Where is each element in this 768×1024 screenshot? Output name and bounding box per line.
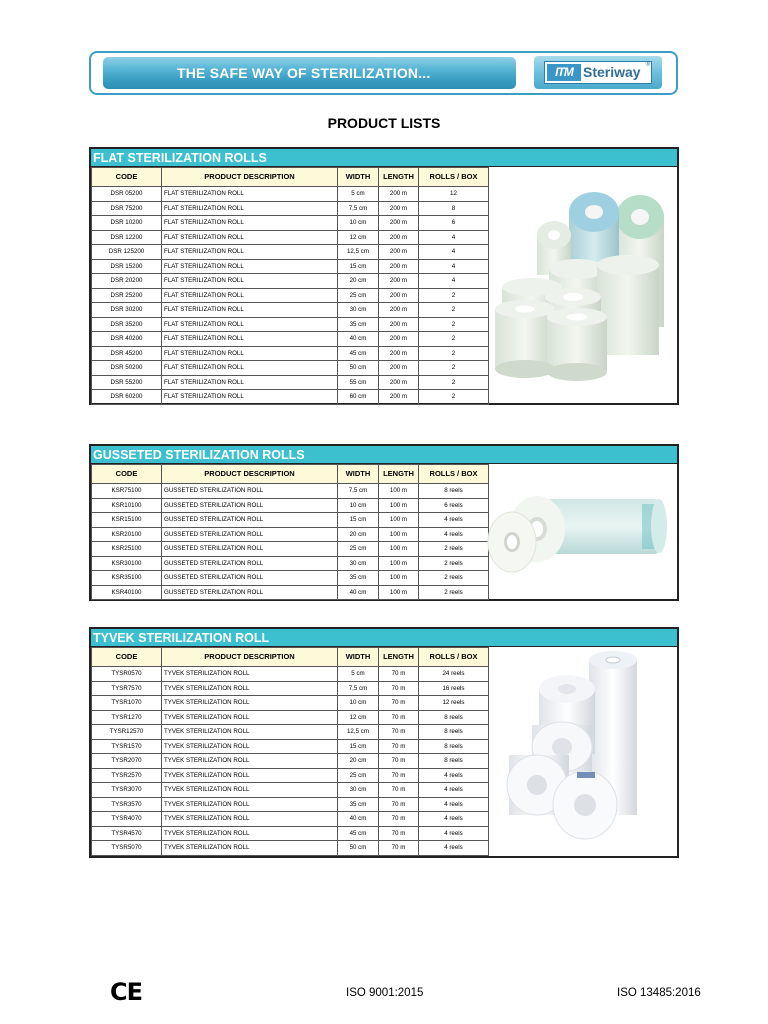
rolls-per-box-cell: 4: [419, 259, 489, 274]
width-cell: 40 cm: [338, 332, 379, 347]
width-cell: 12,5 cm: [338, 245, 379, 260]
column-header: WIDTH: [338, 465, 379, 484]
description-cell: TYVEK STERILIZATION ROLL: [162, 725, 338, 740]
length-cell: 200 m: [379, 201, 419, 216]
code-cell: TYSR1070: [92, 696, 162, 711]
company-logo: [534, 56, 662, 89]
table-row: [92, 797, 489, 812]
description-cell: TYVEK STERILIZATION ROLL: [162, 768, 338, 783]
code-cell: KSR15100: [92, 513, 162, 528]
width-cell: 30 cm: [338, 303, 379, 318]
code-cell: DSR 35200: [92, 317, 162, 332]
width-cell: 30 cm: [338, 783, 379, 798]
rolls-per-box-cell: 6: [419, 216, 489, 231]
description-cell: GUSSETED STERILIZATION ROLL: [162, 513, 338, 528]
table-row: [92, 826, 489, 841]
rolls-per-box-cell: 2: [419, 375, 489, 390]
width-cell: 15 cm: [338, 739, 379, 754]
code-cell: TYSR0570: [92, 667, 162, 682]
width-cell: 7,5 cm: [338, 681, 379, 696]
table-row: [92, 710, 489, 725]
table-row: [92, 754, 489, 769]
width-cell: 15 cm: [338, 259, 379, 274]
length-cell: 70 m: [379, 841, 419, 856]
logo-mark: ITM: [547, 64, 581, 81]
rolls-per-box-cell: 2 reels: [419, 556, 489, 571]
code-cell: TYSR4570: [92, 826, 162, 841]
rolls-per-box-cell: 4 reels: [419, 768, 489, 783]
description-cell: FLAT STERILIZATION ROLL: [162, 259, 338, 274]
length-cell: 100 m: [379, 527, 419, 542]
description-cell: GUSSETED STERILIZATION ROLL: [162, 556, 338, 571]
description-cell: FLAT STERILIZATION ROLL: [162, 274, 338, 289]
tyvek-rolls-photo: [487, 647, 677, 856]
width-cell: 45 cm: [338, 346, 379, 361]
iso-9001-label: ISO 9001:2015: [346, 987, 424, 999]
description-cell: FLAT STERILIZATION ROLL: [162, 216, 338, 231]
table-row: [92, 245, 489, 260]
code-cell: DSR 50200: [92, 361, 162, 376]
header-banner: [89, 51, 678, 95]
table-row: [92, 739, 489, 754]
description-cell: TYVEK STERILIZATION ROLL: [162, 841, 338, 856]
code-cell: DSR 45200: [92, 346, 162, 361]
width-cell: 25 cm: [338, 768, 379, 783]
table-header-row: [92, 465, 489, 484]
code-cell: TYSR12570: [92, 725, 162, 740]
code-cell: DSR 20200: [92, 274, 162, 289]
table-row: [92, 725, 489, 740]
code-cell: TYSR2570: [92, 768, 162, 783]
description-cell: FLAT STERILIZATION ROLL: [162, 317, 338, 332]
description-cell: FLAT STERILIZATION ROLL: [162, 361, 338, 376]
table-row: [92, 361, 489, 376]
code-cell: KSR10100: [92, 498, 162, 513]
rolls-per-box-cell: 2 reels: [419, 542, 489, 557]
section-title: FLAT STERILIZATION ROLLS: [91, 149, 677, 167]
description-cell: TYVEK STERILIZATION ROLL: [162, 797, 338, 812]
description-cell: FLAT STERILIZATION ROLL: [162, 332, 338, 347]
rolls-per-box-cell: 4 reels: [419, 527, 489, 542]
code-cell: KSR25100: [92, 542, 162, 557]
column-header: PRODUCT DESCRIPTION: [162, 168, 338, 187]
rolls-per-box-cell: 24 reels: [419, 667, 489, 682]
rolls-per-box-cell: 4 reels: [419, 797, 489, 812]
length-cell: 70 m: [379, 754, 419, 769]
length-cell: 100 m: [379, 484, 419, 499]
code-cell: DSR 125200: [92, 245, 162, 260]
length-cell: 100 m: [379, 556, 419, 571]
gusseted-rolls-section: [89, 444, 679, 601]
table-row: [92, 346, 489, 361]
length-cell: 70 m: [379, 696, 419, 711]
code-cell: DSR 40200: [92, 332, 162, 347]
rolls-per-box-cell: 4: [419, 274, 489, 289]
width-cell: 35 cm: [338, 571, 379, 586]
description-cell: FLAT STERILIZATION ROLL: [162, 303, 338, 318]
width-cell: 7,5 cm: [338, 201, 379, 216]
length-cell: 200 m: [379, 187, 419, 202]
width-cell: 25 cm: [338, 288, 379, 303]
length-cell: 70 m: [379, 667, 419, 682]
rolls-per-box-cell: 4: [419, 230, 489, 245]
length-cell: 70 m: [379, 826, 419, 841]
rolls-per-box-cell: 8 reels: [419, 484, 489, 499]
rolls-per-box-cell: 2: [419, 346, 489, 361]
code-cell: KSR20100: [92, 527, 162, 542]
table-row: [92, 783, 489, 798]
column-header: ROLLS / BOX: [419, 648, 489, 667]
table-row: [92, 274, 489, 289]
code-cell: KSR75100: [92, 484, 162, 499]
width-cell: 30 cm: [338, 556, 379, 571]
table-row: [92, 187, 489, 202]
rolls-per-box-cell: 2 reels: [419, 571, 489, 586]
width-cell: 12,5 cm: [338, 725, 379, 740]
rolls-per-box-cell: 4 reels: [419, 841, 489, 856]
code-cell: DSR 05200: [92, 187, 162, 202]
length-cell: 200 m: [379, 274, 419, 289]
width-cell: 10 cm: [338, 498, 379, 513]
description-cell: GUSSETED STERILIZATION ROLL: [162, 585, 338, 600]
width-cell: 20 cm: [338, 274, 379, 289]
rolls-per-box-cell: 2: [419, 390, 489, 405]
width-cell: 10 cm: [338, 696, 379, 711]
length-cell: 200 m: [379, 390, 419, 405]
code-cell: DSR 55200: [92, 375, 162, 390]
length-cell: 200 m: [379, 361, 419, 376]
width-cell: 12 cm: [338, 710, 379, 725]
length-cell: 200 m: [379, 317, 419, 332]
length-cell: 70 m: [379, 797, 419, 812]
table-header-row: [92, 168, 489, 187]
table-row: [92, 498, 489, 513]
description-cell: TYVEK STERILIZATION ROLL: [162, 696, 338, 711]
code-cell: DSR 12200: [92, 230, 162, 245]
width-cell: 40 cm: [338, 812, 379, 827]
length-cell: 100 m: [379, 498, 419, 513]
section-title: TYVEK STERILIZATION ROLL: [91, 629, 677, 647]
rolls-per-box-cell: 8 reels: [419, 739, 489, 754]
width-cell: 50 cm: [338, 841, 379, 856]
rolls-per-box-cell: 12 reels: [419, 696, 489, 711]
rolls-per-box-cell: 2: [419, 303, 489, 318]
code-cell: KSR35100: [92, 571, 162, 586]
code-cell: TYSR2070: [92, 754, 162, 769]
code-cell: TYSR1570: [92, 739, 162, 754]
length-cell: 100 m: [379, 571, 419, 586]
product-table: [91, 647, 489, 856]
table-row: [92, 556, 489, 571]
table-row: [92, 375, 489, 390]
width-cell: 20 cm: [338, 754, 379, 769]
description-cell: TYVEK STERILIZATION ROLL: [162, 710, 338, 725]
description-cell: TYVEK STERILIZATION ROLL: [162, 812, 338, 827]
length-cell: 100 m: [379, 513, 419, 528]
column-header: WIDTH: [338, 168, 379, 187]
description-cell: FLAT STERILIZATION ROLL: [162, 375, 338, 390]
code-cell: TYSR3070: [92, 783, 162, 798]
column-header: PRODUCT DESCRIPTION: [162, 648, 338, 667]
column-header: PRODUCT DESCRIPTION: [162, 465, 338, 484]
column-header: LENGTH: [379, 648, 419, 667]
table-header-row: [92, 648, 489, 667]
table-row: [92, 513, 489, 528]
column-header: ROLLS / BOX: [419, 465, 489, 484]
width-cell: 60 cm: [338, 390, 379, 405]
gusseted-rolls-photo: [487, 464, 677, 599]
table-row: [92, 768, 489, 783]
code-cell: DSR 10200: [92, 216, 162, 231]
length-cell: 200 m: [379, 259, 419, 274]
rolls-per-box-cell: 8: [419, 201, 489, 216]
description-cell: GUSSETED STERILIZATION ROLL: [162, 542, 338, 557]
rolls-per-box-cell: 4: [419, 245, 489, 260]
table-row: [92, 484, 489, 499]
flat-rolls-section: [89, 147, 679, 405]
rolls-per-box-cell: 2 reels: [419, 585, 489, 600]
description-cell: TYVEK STERILIZATION ROLL: [162, 681, 338, 696]
code-cell: TYSR3570: [92, 797, 162, 812]
table-row: [92, 542, 489, 557]
rolls-per-box-cell: 8 reels: [419, 710, 489, 725]
length-cell: 100 m: [379, 542, 419, 557]
table-row: [92, 571, 489, 586]
length-cell: 70 m: [379, 681, 419, 696]
width-cell: 55 cm: [338, 375, 379, 390]
rolls-per-box-cell: 2: [419, 317, 489, 332]
code-cell: TYSR5070: [92, 841, 162, 856]
code-cell: DSR 25200: [92, 288, 162, 303]
length-cell: 200 m: [379, 230, 419, 245]
code-cell: TYSR4070: [92, 812, 162, 827]
column-header: CODE: [92, 168, 162, 187]
length-cell: 200 m: [379, 216, 419, 231]
table-row: [92, 317, 489, 332]
ce-mark: CE: [110, 978, 143, 1006]
column-header: CODE: [92, 465, 162, 484]
iso-13485-label: ISO 13485:2016: [617, 987, 701, 999]
column-header: LENGTH: [379, 168, 419, 187]
column-header: WIDTH: [338, 648, 379, 667]
rolls-per-box-cell: 2: [419, 361, 489, 376]
rolls-per-box-cell: 8 reels: [419, 754, 489, 769]
length-cell: 70 m: [379, 725, 419, 740]
width-cell: 35 cm: [338, 317, 379, 332]
width-cell: 50 cm: [338, 361, 379, 376]
description-cell: TYVEK STERILIZATION ROLL: [162, 826, 338, 841]
code-cell: KSR30100: [92, 556, 162, 571]
width-cell: 20 cm: [338, 527, 379, 542]
rolls-per-box-cell: 6 reels: [419, 498, 489, 513]
table-row: [92, 303, 489, 318]
width-cell: 15 cm: [338, 513, 379, 528]
table-row: [92, 201, 489, 216]
code-cell: TYSR7570: [92, 681, 162, 696]
table-row: [92, 332, 489, 347]
length-cell: 70 m: [379, 812, 419, 827]
table-row: [92, 390, 489, 405]
width-cell: 5 cm: [338, 667, 379, 682]
table-row: [92, 259, 489, 274]
width-cell: 40 cm: [338, 585, 379, 600]
description-cell: GUSSETED STERILIZATION ROLL: [162, 484, 338, 499]
rolls-per-box-cell: 8 reels: [419, 725, 489, 740]
length-cell: 200 m: [379, 346, 419, 361]
logo-name: Steriway: [583, 64, 641, 80]
rolls-per-box-cell: 16 reels: [419, 681, 489, 696]
length-cell: 70 m: [379, 739, 419, 754]
length-cell: 200 m: [379, 375, 419, 390]
flat-rolls-photo: [487, 167, 677, 403]
rolls-per-box-cell: 2: [419, 332, 489, 347]
width-cell: 35 cm: [338, 797, 379, 812]
product-table: [91, 167, 489, 405]
description-cell: FLAT STERILIZATION ROLL: [162, 230, 338, 245]
length-cell: 200 m: [379, 288, 419, 303]
description-cell: FLAT STERILIZATION ROLL: [162, 346, 338, 361]
description-cell: GUSSETED STERILIZATION ROLL: [162, 571, 338, 586]
length-cell: 70 m: [379, 768, 419, 783]
code-cell: DSR 15200: [92, 259, 162, 274]
code-cell: DSR 75200: [92, 201, 162, 216]
tyvek-rolls-section: [89, 627, 679, 858]
code-cell: KSR40100: [92, 585, 162, 600]
rolls-per-box-cell: 2: [419, 288, 489, 303]
table-row: [92, 812, 489, 827]
section-title: GUSSETED STERILIZATION ROLLS: [91, 446, 677, 464]
page-title: PRODUCT LISTS: [327, 115, 441, 131]
width-cell: 25 cm: [338, 542, 379, 557]
table-row: [92, 667, 489, 682]
length-cell: 200 m: [379, 303, 419, 318]
registered-mark: ®: [645, 62, 650, 68]
table-row: [92, 527, 489, 542]
code-cell: DSR 60200: [92, 390, 162, 405]
length-cell: 200 m: [379, 332, 419, 347]
table-row: [92, 585, 489, 600]
width-cell: 10 cm: [338, 216, 379, 231]
description-cell: GUSSETED STERILIZATION ROLL: [162, 498, 338, 513]
description-cell: FLAT STERILIZATION ROLL: [162, 390, 338, 405]
rolls-per-box-cell: 4 reels: [419, 783, 489, 798]
description-cell: FLAT STERILIZATION ROLL: [162, 288, 338, 303]
description-cell: TYVEK STERILIZATION ROLL: [162, 754, 338, 769]
width-cell: 5 cm: [338, 187, 379, 202]
product-table: [91, 464, 489, 600]
slogan: THE SAFE WAY OF STERILIZATION...: [103, 57, 516, 89]
table-row: [92, 230, 489, 245]
description-cell: TYVEK STERILIZATION ROLL: [162, 783, 338, 798]
description-cell: TYVEK STERILIZATION ROLL: [162, 739, 338, 754]
length-cell: 70 m: [379, 710, 419, 725]
rolls-per-box-cell: 4 reels: [419, 513, 489, 528]
rolls-per-box-cell: 4 reels: [419, 826, 489, 841]
description-cell: FLAT STERILIZATION ROLL: [162, 187, 338, 202]
code-cell: DSR 30200: [92, 303, 162, 318]
table-row: [92, 841, 489, 856]
description-cell: FLAT STERILIZATION ROLL: [162, 201, 338, 216]
length-cell: 70 m: [379, 783, 419, 798]
rolls-per-box-cell: 12: [419, 187, 489, 202]
width-cell: 7,5 cm: [338, 484, 379, 499]
length-cell: 100 m: [379, 585, 419, 600]
table-row: [92, 681, 489, 696]
table-row: [92, 288, 489, 303]
logo-plate: [544, 61, 652, 84]
table-row: [92, 216, 489, 231]
code-cell: TYSR1270: [92, 710, 162, 725]
column-header: CODE: [92, 648, 162, 667]
rolls-per-box-cell: 4 reels: [419, 812, 489, 827]
description-cell: TYVEK STERILIZATION ROLL: [162, 667, 338, 682]
column-header: ROLLS / BOX: [419, 168, 489, 187]
width-cell: 12 cm: [338, 230, 379, 245]
width-cell: 45 cm: [338, 826, 379, 841]
description-cell: FLAT STERILIZATION ROLL: [162, 245, 338, 260]
column-header: LENGTH: [379, 465, 419, 484]
length-cell: 200 m: [379, 245, 419, 260]
table-row: [92, 696, 489, 711]
description-cell: GUSSETED STERILIZATION ROLL: [162, 527, 338, 542]
